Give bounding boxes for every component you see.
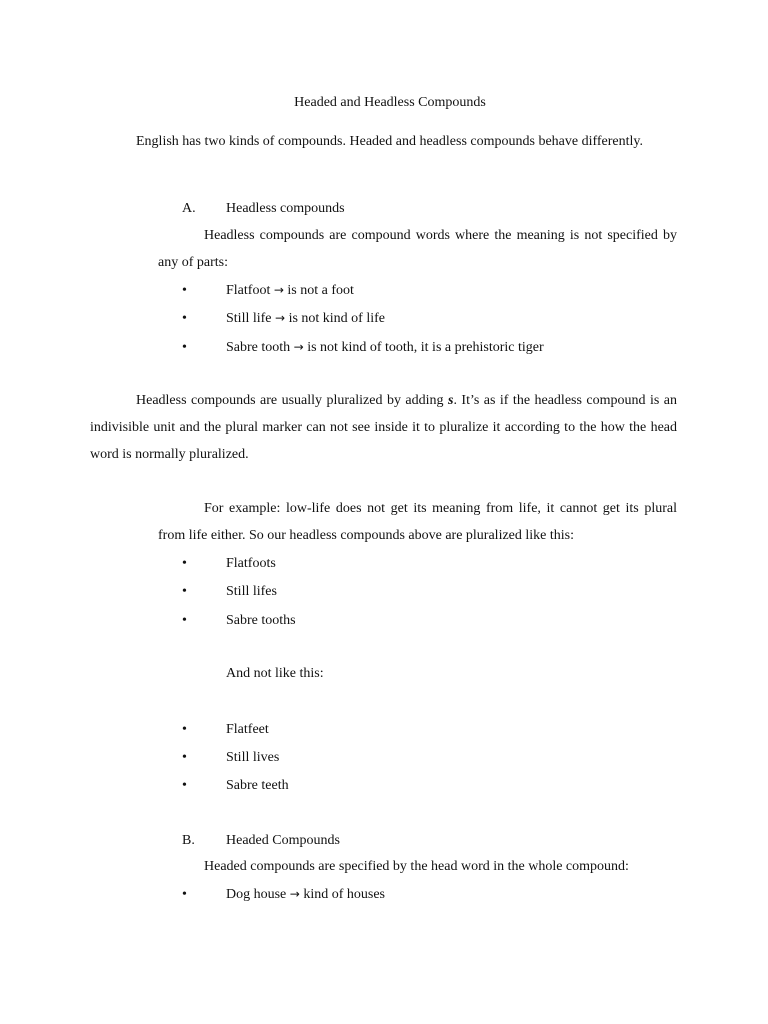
wrong-plural: Still lives bbox=[226, 750, 280, 765]
not-like-label: And not like this: bbox=[226, 666, 324, 681]
intro-paragraph: English has two kinds of compounds. Headed and headless compounds behave differently. bbox=[136, 134, 644, 149]
bullet-icon: • bbox=[182, 340, 187, 355]
plural-rule-paragraph bbox=[90, 387, 677, 468]
bullet-icon: • bbox=[182, 750, 187, 765]
example-term: Flatfoot bbox=[226, 283, 271, 298]
bullet-icon: • bbox=[182, 556, 187, 571]
bullet-icon: • bbox=[182, 613, 187, 628]
arrow-right-icon: → bbox=[289, 887, 300, 901]
wrong-plural: Sabre teeth bbox=[226, 778, 289, 793]
example-term: Still life bbox=[226, 311, 272, 326]
correct-plural: Flatfoots bbox=[226, 556, 276, 571]
correct-plural: Sabre tooths bbox=[226, 613, 296, 628]
plural-marker: s bbox=[448, 393, 454, 408]
section-b-heading bbox=[182, 827, 340, 854]
example-paragraph: For example: low-life does not get its meaning from life, it cannot get its plural from life either. So our headless compounds above are pluralized like this: bbox=[158, 501, 677, 543]
list-item bbox=[182, 305, 385, 332]
bullet-icon: • bbox=[182, 584, 187, 599]
list-item bbox=[182, 334, 544, 361]
bullet-icon: • bbox=[182, 887, 187, 902]
bullet-icon: • bbox=[182, 283, 187, 298]
section-a-definition: Headless compounds are compound words where the meaning is not specified by any of parts: bbox=[158, 228, 677, 270]
arrow-right-icon: → bbox=[275, 311, 286, 325]
plural-rule-after: . It’s as if the headless compound is an indivisible unit and the plural marker can not see inside it to pluralize it according to the how the head word is normally pluralized. bbox=[90, 393, 678, 462]
list-item bbox=[182, 607, 296, 634]
example-term: Dog house bbox=[226, 887, 287, 902]
example-desc: is not kind of life bbox=[288, 311, 385, 326]
bullet-icon: • bbox=[182, 778, 187, 793]
section-a-letter: A. bbox=[182, 201, 196, 216]
example-term: Sabre tooth bbox=[226, 340, 291, 355]
plural-rule-before: Headless compounds are usually pluralized by adding bbox=[136, 393, 448, 408]
list-item bbox=[182, 550, 276, 577]
bullet-icon: • bbox=[182, 311, 187, 326]
document-title: Headed and Headless Compounds bbox=[294, 95, 486, 110]
bullet-icon: • bbox=[182, 722, 187, 737]
example-desc: kind of houses bbox=[303, 887, 386, 902]
list-item bbox=[182, 744, 279, 771]
section-b-definition: Headed compounds are specified by the head word in the whole compound: bbox=[204, 859, 629, 874]
section-b-title: Headed Compounds bbox=[226, 833, 340, 848]
arrow-right-icon: → bbox=[293, 340, 304, 354]
list-item bbox=[182, 716, 269, 743]
list-item bbox=[182, 578, 277, 605]
list-item bbox=[182, 772, 289, 799]
list-item bbox=[182, 881, 385, 908]
example-desc: is not kind of tooth, it is a prehistoric tiger bbox=[307, 340, 544, 355]
arrow-right-icon: → bbox=[273, 283, 284, 297]
correct-plural: Still lifes bbox=[226, 584, 277, 599]
section-a-title: Headless compounds bbox=[226, 201, 345, 216]
wrong-plural: Flatfeet bbox=[226, 722, 269, 737]
section-b-letter: B. bbox=[182, 833, 195, 848]
list-item bbox=[182, 277, 354, 304]
section-a-heading bbox=[182, 195, 345, 222]
example-desc: is not a foot bbox=[287, 283, 354, 298]
